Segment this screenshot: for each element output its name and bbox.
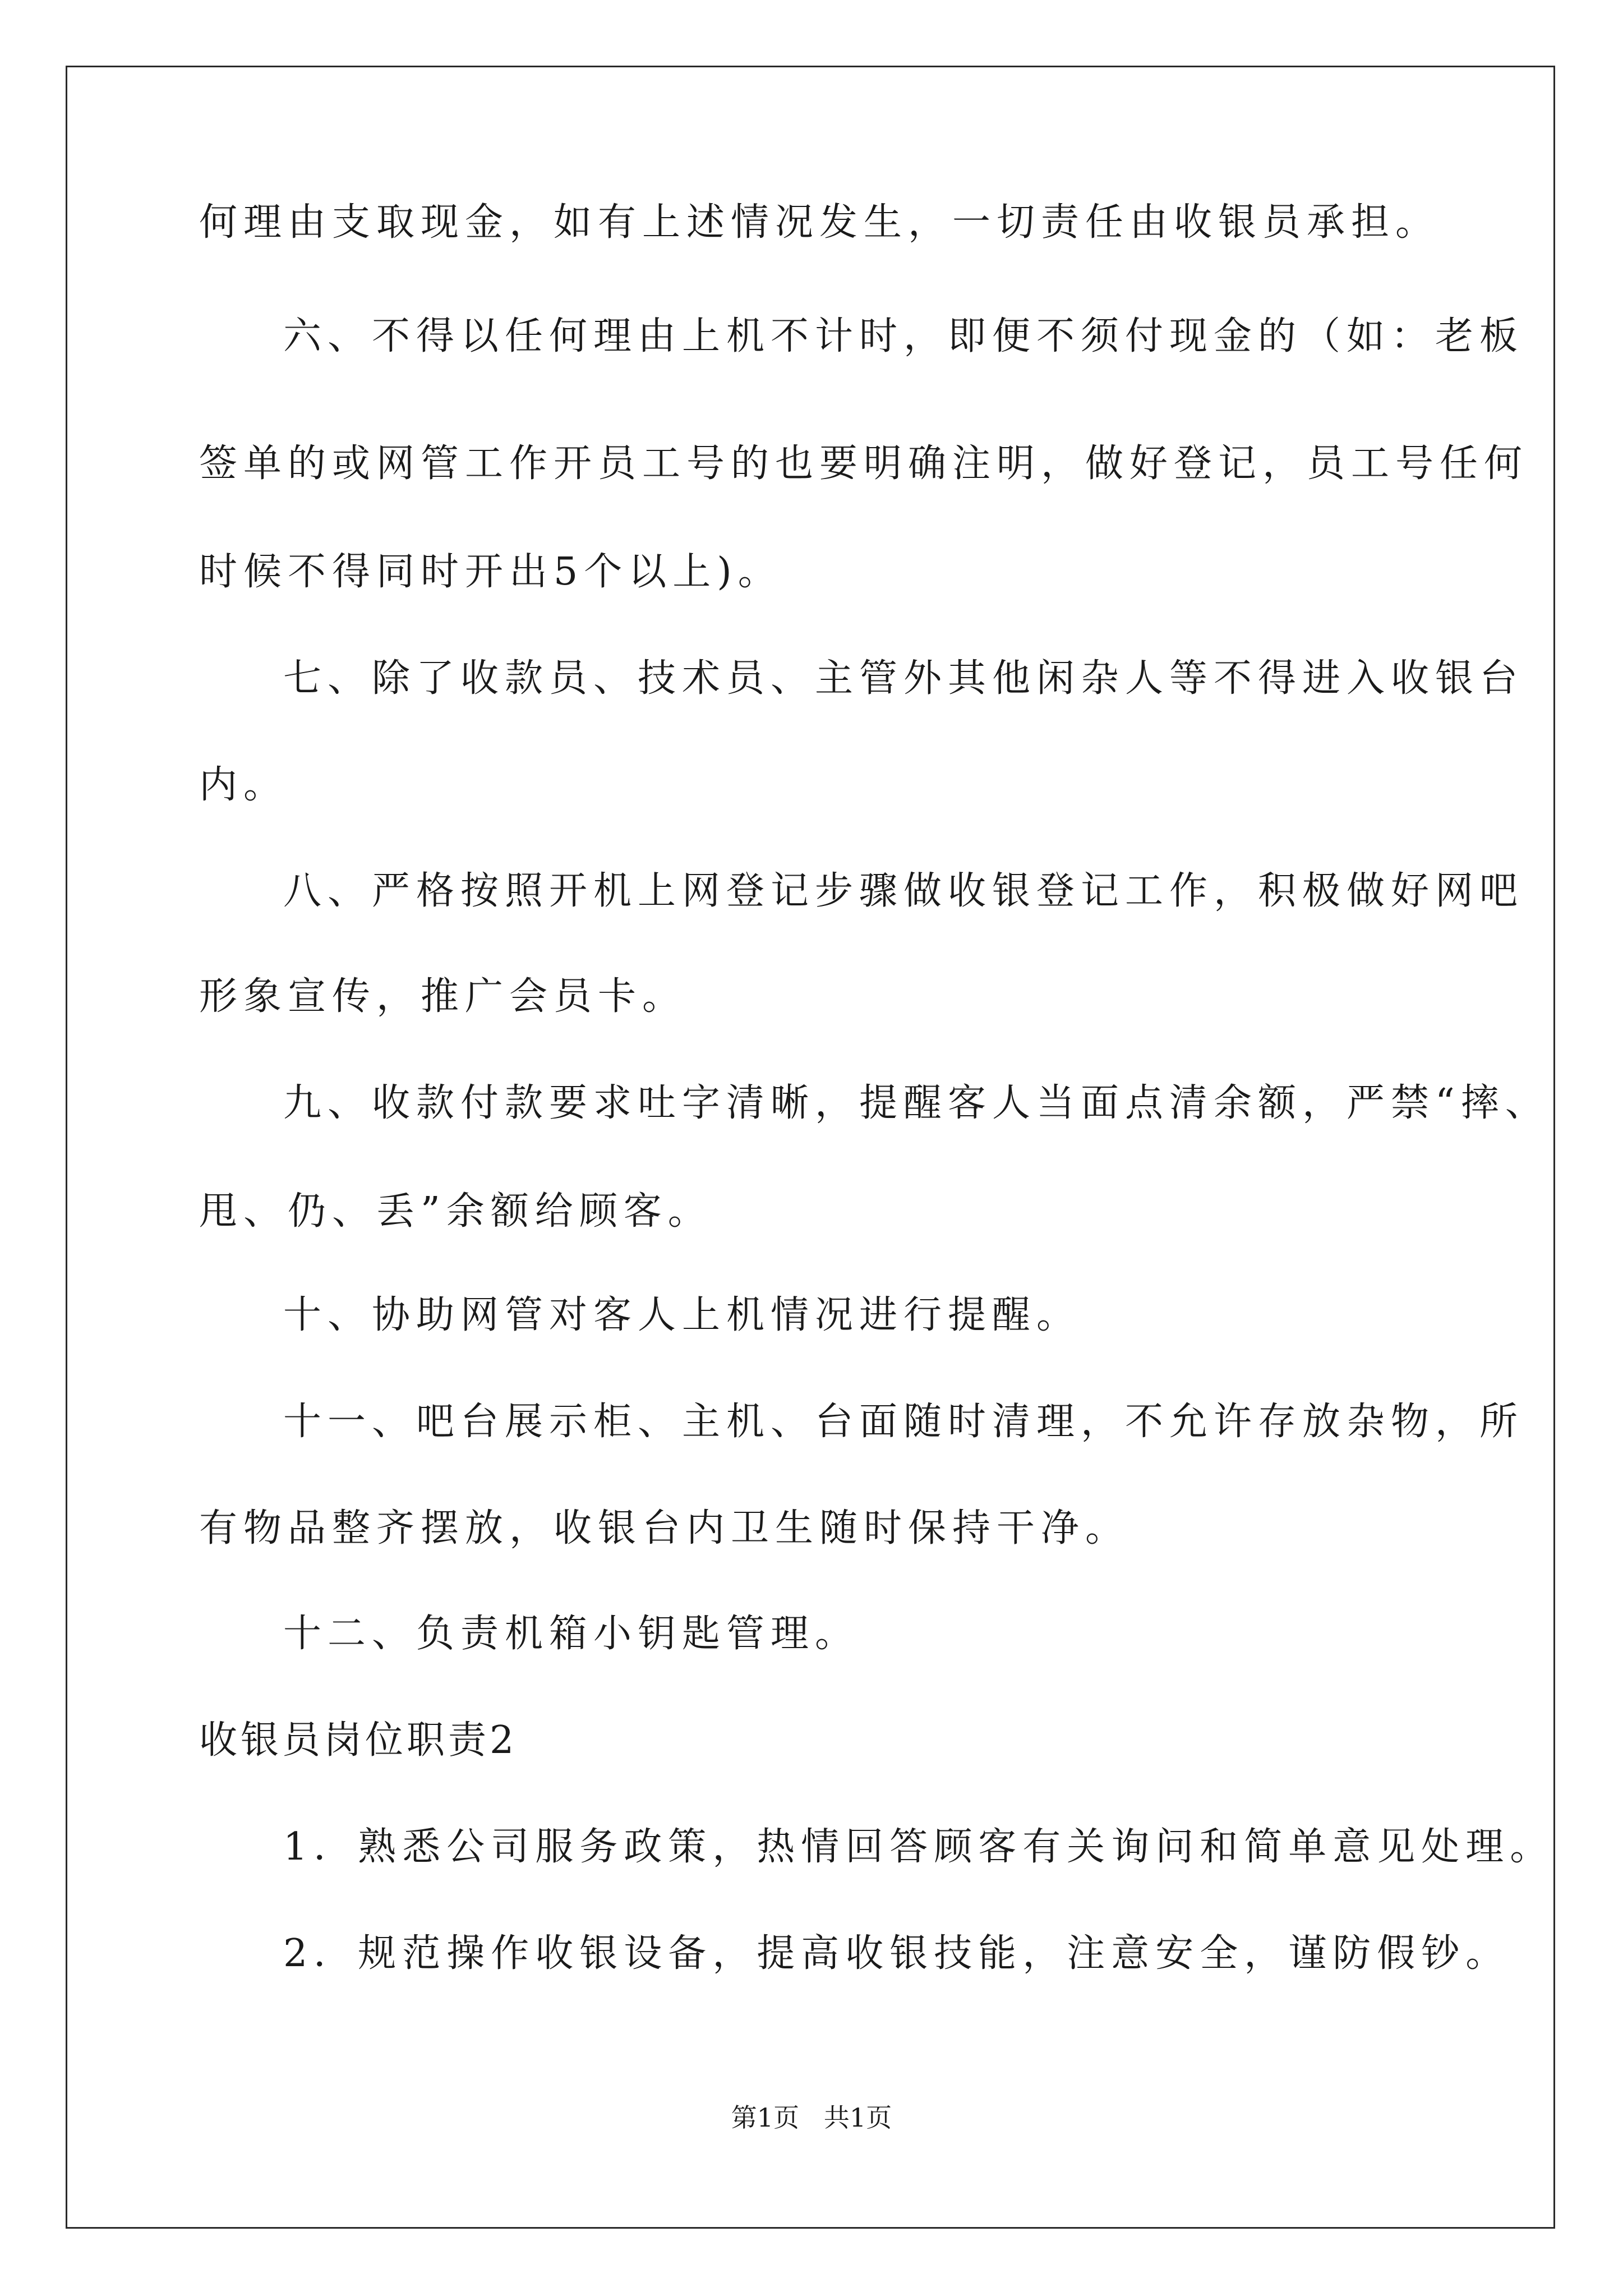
text-line: 六、不得以任何理由上机不计时，即便不须付现金的（如：老板 (283, 314, 1524, 358)
text-line: 九、收款付款要求吐字清晰，提醒客人当面点清余额，严禁“摔、 (283, 1081, 1550, 1125)
text-line: 1．熟悉公司服务政策，热情回答顾客有关询问和简单意见处理。 (283, 1825, 1555, 1869)
text-line: 七、除了收款员、技术员、主管外其他闲杂人等不得进入收银台 (283, 656, 1524, 701)
text-line: 甩、仍、丢”余额给顾客。 (199, 1189, 712, 1234)
text-line: 十一、吧台展示柜、主机、台面随时清理，不允许存放杂物，所 (283, 1400, 1524, 1444)
text-line: 有物品整齐摆放，收银台内卫生随时保持干净。 (199, 1506, 1130, 1550)
page-number-footer: 第1页 共1页 (731, 2102, 892, 2133)
text-line: 何理由支取现金，如有上述情况发生，一切责任由收银员承担。 (199, 200, 1440, 245)
text-line: 2．规范操作收银设备，提高收银技能，注意安全，谨防假钞。 (283, 1931, 1510, 1976)
text-line: 时候不得同时开出5个以上)。 (199, 550, 782, 594)
text-line: 内。 (199, 763, 288, 807)
text-line: 签单的或网管工作开员工号的也要明确注明，做好登记，员工号任何 (199, 441, 1529, 486)
text-line: 形象宣传，推广会员卡。 (199, 974, 687, 1019)
section-heading: 收银员岗位职责2 (199, 1718, 518, 1763)
text-line: 十、协助网管对客人上机情况进行提醒。 (283, 1293, 1081, 1337)
text-line: 十二、负责机箱小钥匙管理。 (283, 1612, 860, 1656)
page-border (66, 66, 1555, 2229)
text-line: 八、严格按照开机上网登记步骤做收银登记工作，积极做好网吧 (283, 869, 1524, 913)
